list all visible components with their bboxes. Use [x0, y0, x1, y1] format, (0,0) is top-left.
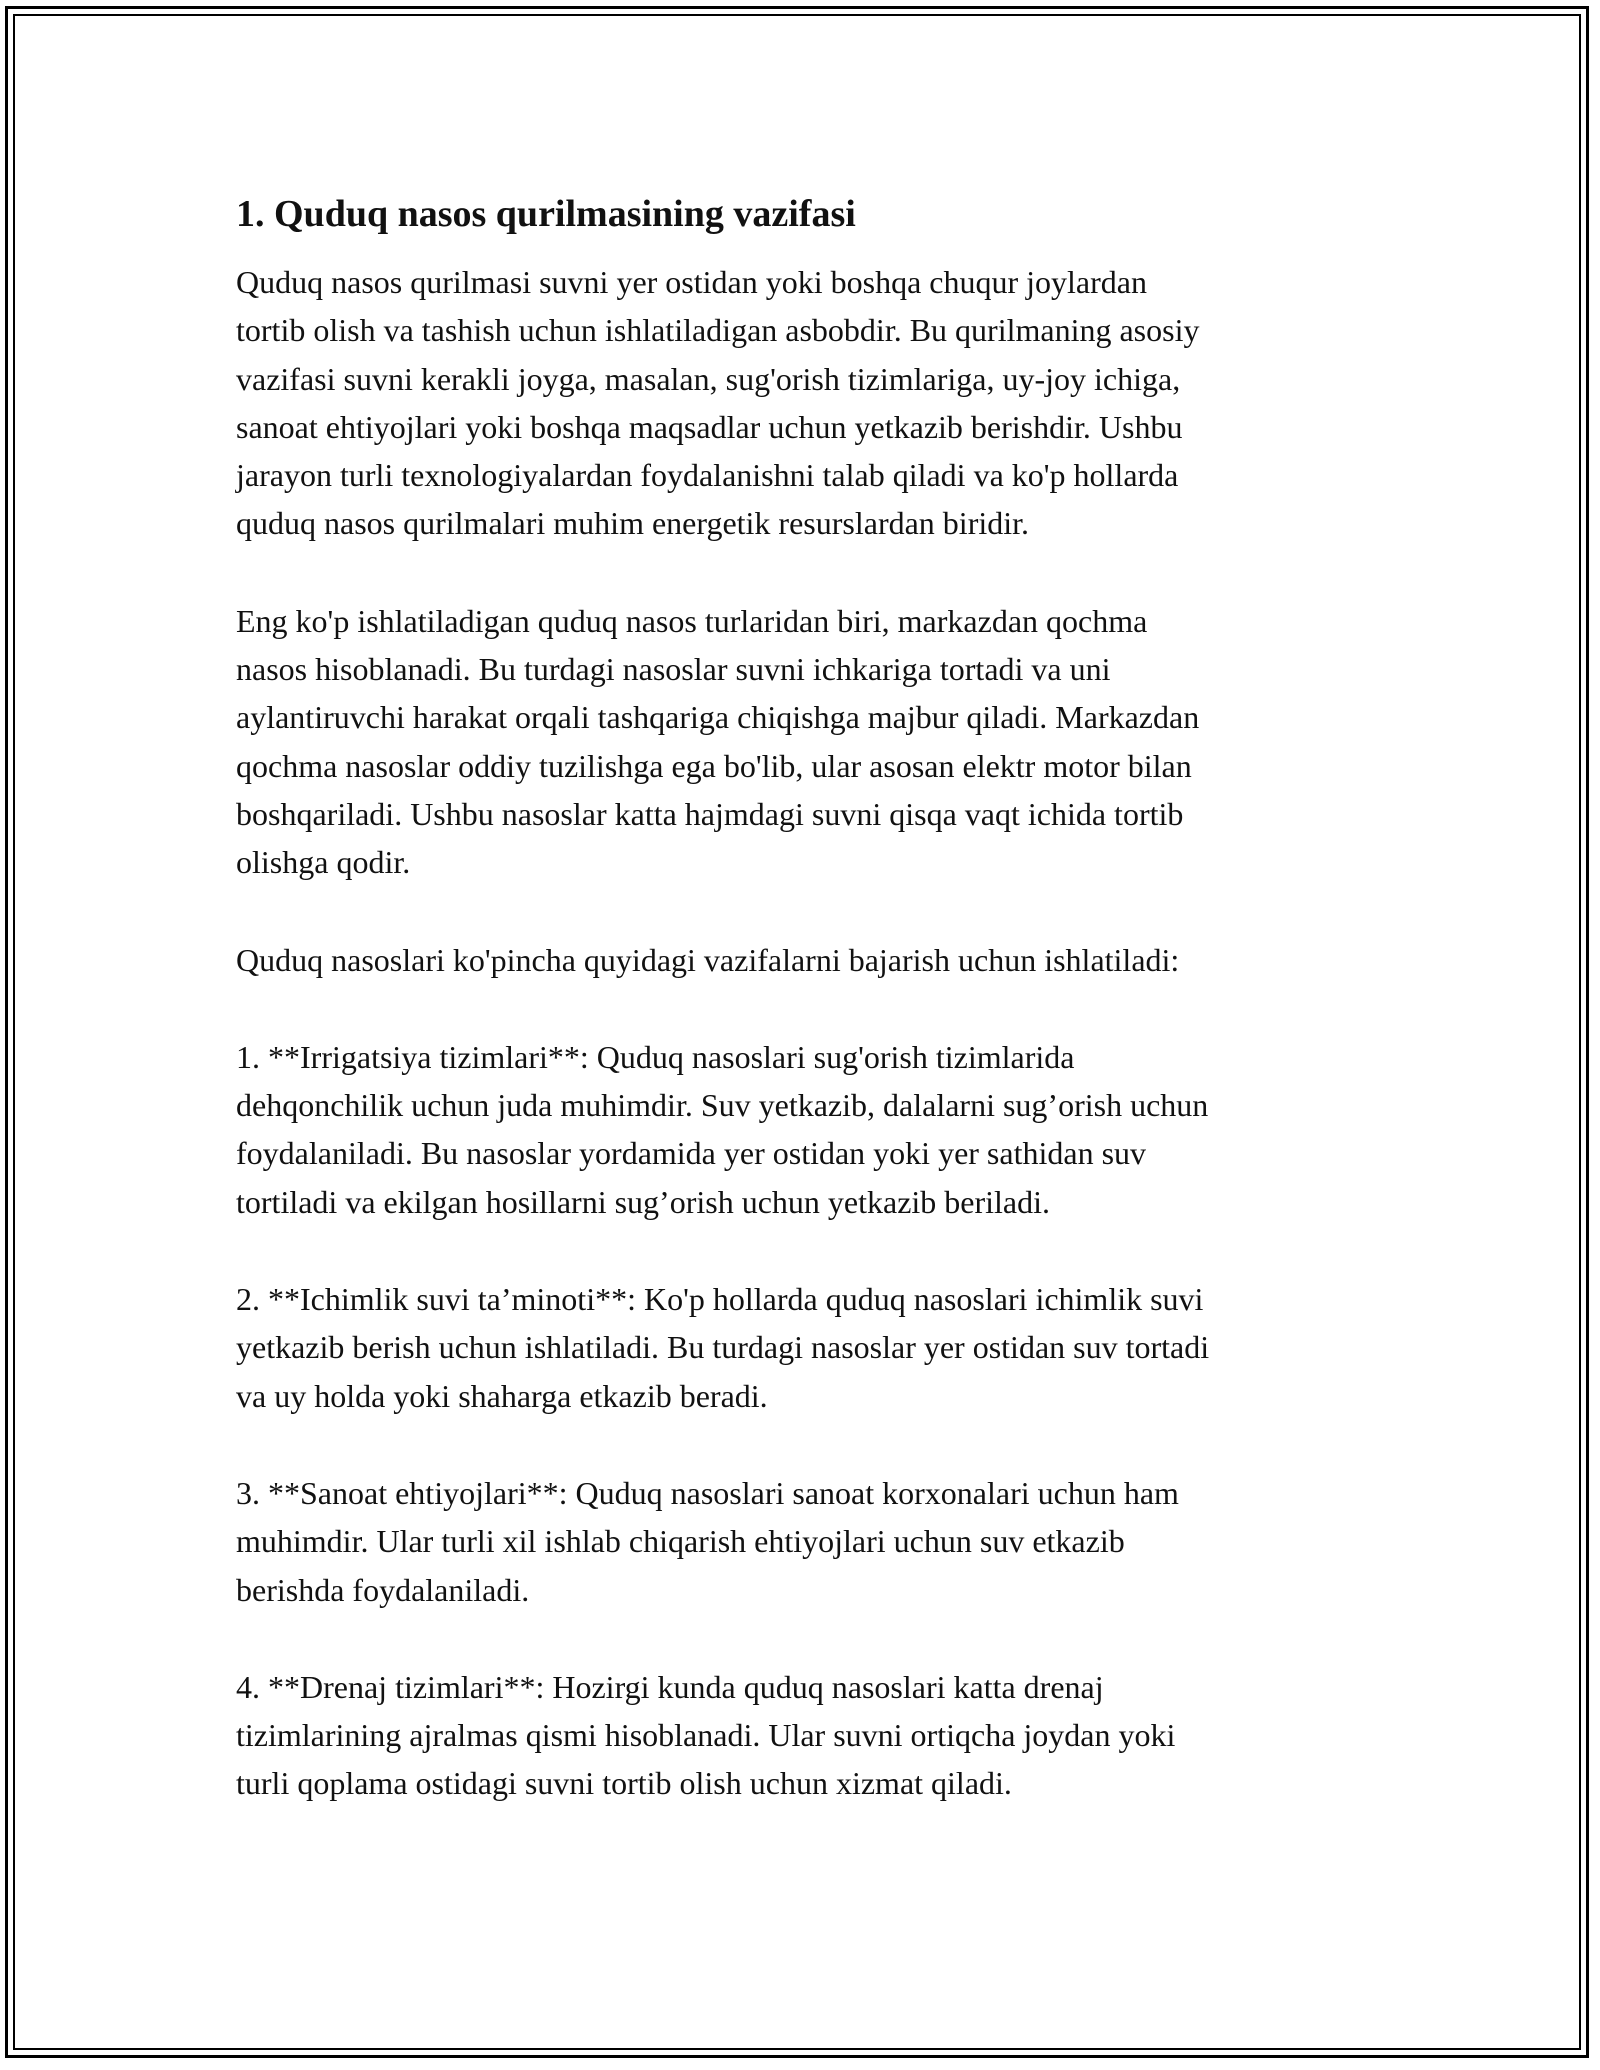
- list-item-drainage: 4. **Drenaj tizimlari**: Hozirgi kunda quduq nasoslari katta drenaj tizimlarining ajralmas qismi hisoblanadi. Ular suvni ortiqcha joydan yoki turli qoplama ostidagi suvni tortib olish uchun xizmat qiladi.: [236, 1668, 1176, 1802]
- document-body: [236, 186, 1366, 1808]
- list-item-industry: 3. **Sanoat ehtiyojlari**: Quduq nasoslari sanoat korxonalari uchun ham muhimdir. Ular turli xil ishlab chiqarish ehtiyojlari uchun suv etkazib berishda foydalaniladi.: [236, 1474, 1179, 1608]
- list-item-irrigation: 1. **Irrigatsiya tizimlari**: Quduq nasoslari sug'orish tizimlarida dehqonchilik uchun juda muhimdir. Suv yetkazib, dalalarni sug’orish uchun foydalaniladi. Bu nasoslar yordamida yer ostidan yoki yer sathidan suv tortiladi va ekilgan hosillarni sug’orish uchun yetkazib beriladi.: [236, 1038, 1209, 1220]
- paragraph-centrifugal-pump: Eng ko'p ishlatiladigan quduq nasos turlaridan biri, markazdan qochma nasos hisoblanadi. Bu turdagi nasoslar suvni ichkariga tortadi va uni aylantiruvchi harakat orqali tashqariga chiqishga majbur qiladi. Markazdan qochma nasoslar oddiy tuzilishga ega bo'lib, ular asosan elektr motor bilan boshqariladi. Ushbu nasoslar katta hajmdagi suvni qisqa vaqt ichida tortib olishga qodir.: [236, 602, 1200, 881]
- paragraph-intro: Quduq nasos qurilmasi suvni yer ostidan yoki boshqa chuqur joylardan tortib olish va tashish uchun ishlatiladigan asbobdir. Bu qurilmaning asosiy vazifasi suvni kerakli joyga, masalan, sug'orish tizimlariga, uy-joy ichiga, sanoat ehtiyojlari yoki boshqa maqsadlar uchun yetkazib berishdir. Ushbu jarayon turli texnologiyalardan foydalanishni talab qiladi va ko'p hollarda quduq nasos qurilmalari muhim energetik resurslardan biridir.: [236, 264, 1200, 542]
- paragraph-list-intro: Quduq nasoslari ko'pincha quyidagi vazifalarni bajarish uchun ishlatiladi:: [236, 941, 1180, 978]
- list-item-drinking-water: 2. **Ichimlik suvi ta’minoti**: Ko'p hollarda quduq nasoslari ichimlik suvi yetkazib berish uchun ishlatiladi. Bu turdagi nasoslar yer ostidan suv tortadi va uy holda yoki shaharga etkazib beradi.: [236, 1281, 1210, 1414]
- section-heading: 1. Quduq nasos qurilmasining vazifasi: [236, 193, 856, 235]
